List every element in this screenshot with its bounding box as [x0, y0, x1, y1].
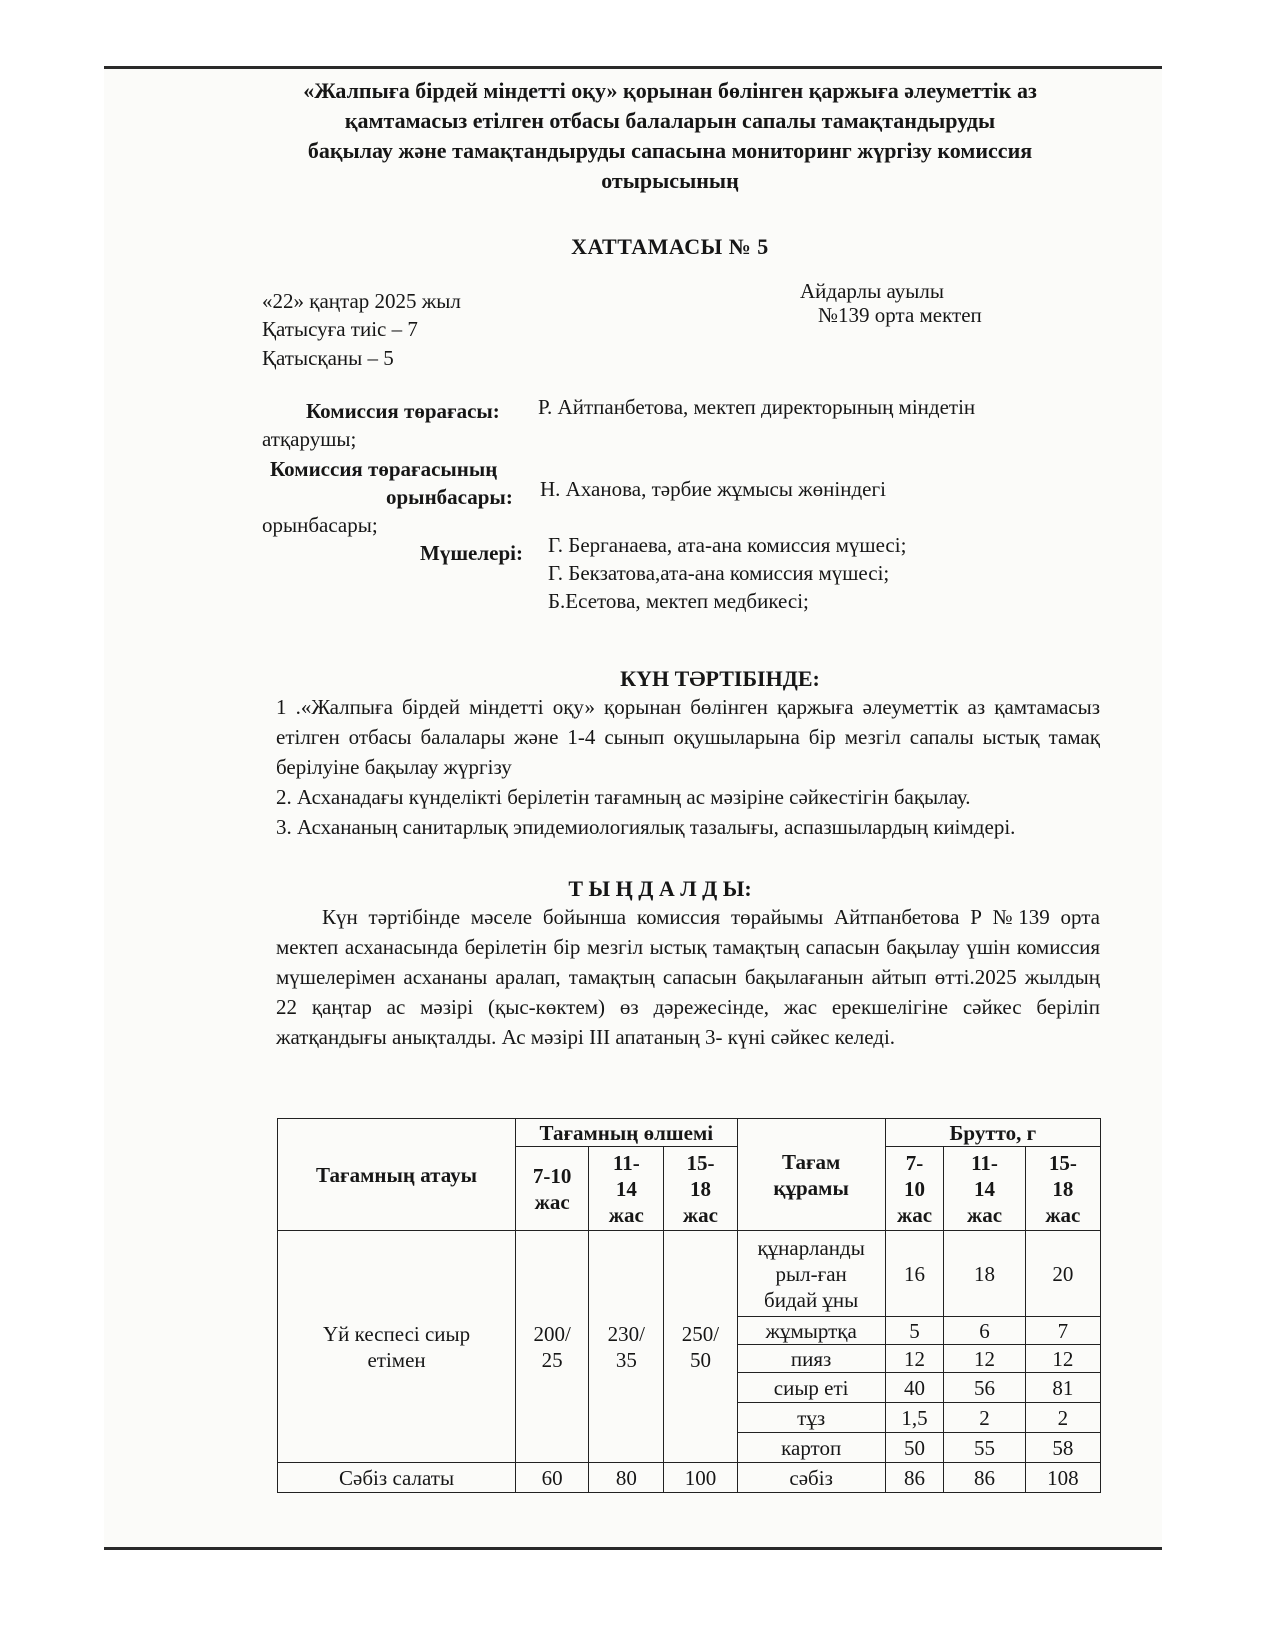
ingredient-cell: картоп	[737, 1433, 885, 1463]
age-portion-header	[664, 1147, 737, 1231]
col-dish-name: Тағамның атауы	[278, 1119, 516, 1231]
member-item: Б.Есетова, мектеп медбикесі;	[548, 589, 809, 613]
chair-label: Комиссия төрағасы:	[306, 399, 500, 423]
age-line: жас	[608, 1202, 644, 1227]
portion-cell	[589, 1231, 664, 1463]
chair-value: Р. Айтпанбетова, мектеп директорының міндетін	[538, 395, 976, 419]
brutto-cell: 16	[885, 1231, 943, 1317]
agenda-item: 1 .«Жалпыға бірдей міндетті оқу» қорынан бөлінген қаржыға әлеуметтік аз қамтамасыз етілген отбасы балалары және 1-4 сынып оқушыларына бір мезгіл сапалы ыстық тамақ берілуіне бақылау жүргізу	[276, 695, 1100, 779]
deputy-label: Комиссия төрағасының	[270, 457, 498, 481]
brutto-cell: 86	[944, 1463, 1025, 1493]
heard-text: Күн тәртібінде мәселе бойынша комиссия төрайымы Айтпанбетова Р №139 орта мектеп асханасында берілетін бір мезгіл ыстық тамақтың сапасын бақылау үшін комиссия мүшелерімен асхананы аралап, тамақтың сапасын бақылағанын айтып өтті.2025 жылдың 22 қаңтар ас мәзірі (қыс-көктем) өз дәрежесінде, жас ерекшелігіне сәйкес беріліп жатқандығы анықталды. Ас мәзірі III апатаның 3- күні сәйкес келеді.	[276, 905, 1100, 1049]
brutto-cell: 2	[944, 1403, 1025, 1433]
age-line: 10	[904, 1176, 926, 1201]
heard-title: Т Ы Ң Д А Л Д Ы:	[568, 876, 752, 901]
agenda-list	[276, 692, 1100, 842]
age-line: 14	[615, 1176, 637, 1201]
age-line: жас	[897, 1202, 933, 1227]
age-brutto-header	[1025, 1147, 1100, 1231]
ingredient-line: бидай ұны	[764, 1287, 859, 1312]
dish-name-line: Үй кеспесі сиыр	[322, 1321, 471, 1346]
protocol-title: ХАТТАМАСЫ № 5	[571, 234, 769, 259]
brutto-cell: 50	[885, 1433, 943, 1463]
brutto-cell: 108	[1025, 1463, 1100, 1493]
col-portion: Тағамның өлшемі	[516, 1119, 737, 1147]
brutto-cell: 12	[885, 1345, 943, 1373]
age-line: 15-	[686, 1150, 715, 1175]
age-brutto-header	[885, 1147, 943, 1231]
member-item: Г. Берганаева, ата-ана комиссия мүшесі;	[548, 533, 907, 557]
portion-line: 25	[541, 1347, 563, 1372]
age-line: жас	[534, 1189, 570, 1214]
portion-cell: 60	[516, 1463, 589, 1493]
age-line: 7-10	[532, 1163, 572, 1188]
brutto-cell: 18	[944, 1231, 1025, 1317]
menu-table	[277, 1118, 1101, 1493]
chair-value-cont: атқарушы;	[262, 427, 357, 451]
brutto-cell: 6	[944, 1317, 1025, 1345]
age-line: 14	[974, 1176, 995, 1201]
portion-line: 50	[689, 1347, 711, 1372]
ingredient-line: құнарланды	[757, 1235, 865, 1260]
brutto-cell: 58	[1025, 1433, 1100, 1463]
brutto-cell: 56	[944, 1373, 1025, 1403]
col-brutto: Брутто, г	[885, 1119, 1100, 1147]
expected-count: Қатысуға тиіс – 7	[262, 317, 418, 341]
portion-cell: 100	[664, 1463, 737, 1493]
ingredient-cell: сиыр еті	[737, 1373, 885, 1403]
brutto-cell: 20	[1025, 1231, 1100, 1317]
age-line: жас	[1045, 1202, 1081, 1227]
age-portion-header	[516, 1147, 589, 1231]
brutto-cell: 55	[944, 1433, 1025, 1463]
age-line: 18	[689, 1176, 711, 1201]
ingredient-cell: пияз	[737, 1345, 885, 1373]
header-line: «Жалпыға бірдей міндетті оқу» қорынан бөлінген қаржыға әлеуметтік аз	[303, 78, 1037, 103]
dish-name-line: етімен	[367, 1347, 426, 1372]
agenda-item: 3. Асхананың санитарлық эпидемиологиялық тазалығы, аспазшылардың киімдері.	[276, 815, 1016, 839]
brutto-cell: 2	[1025, 1403, 1100, 1433]
heard-section	[276, 902, 1100, 1052]
col-composition-line: құрамы	[773, 1175, 849, 1200]
age-line: жас	[966, 1202, 1003, 1227]
portion-cell	[516, 1231, 589, 1463]
brutto-cell: 5	[885, 1317, 943, 1345]
dish-name-cell	[278, 1231, 516, 1463]
portion-line: 250/	[681, 1321, 720, 1346]
ingredient-cell: жұмыртқа	[737, 1317, 885, 1345]
ingredient-cell: сәбіз	[737, 1463, 885, 1493]
village-name: Айдарлы ауылы	[800, 279, 944, 303]
brutto-cell: 81	[1025, 1373, 1100, 1403]
portion-line: 35	[615, 1347, 637, 1372]
header-line: қамтамасыз етілген отбасы балаларын сапалы тамақтандыруды	[344, 108, 996, 133]
age-line: 11-	[612, 1150, 640, 1175]
table-row	[278, 1463, 1101, 1493]
brutto-cell: 12	[944, 1345, 1025, 1373]
deputy-value: Н. Аханова, тәрбие жұмысы жөніндегі	[540, 477, 886, 501]
members-label: Мүшелері:	[420, 541, 523, 565]
age-line: 7-	[905, 1150, 924, 1175]
header-line: отырысының	[601, 168, 739, 193]
ingredient-cell	[737, 1231, 885, 1317]
deputy-label-cont: орынбасары:	[386, 485, 513, 509]
portion-cell	[664, 1231, 737, 1463]
portion-line: 230/	[607, 1321, 645, 1346]
col-composition	[737, 1119, 885, 1231]
brutto-cell: 1,5	[885, 1403, 943, 1433]
brutto-cell: 7	[1025, 1317, 1100, 1345]
agenda-title: КҮН ТӘРТІБІНДЕ:	[620, 666, 820, 691]
age-brutto-header	[944, 1147, 1025, 1231]
age-portion-header	[589, 1147, 664, 1231]
ingredient-line: рыл-ған	[775, 1261, 847, 1286]
ingredient-cell: тұз	[737, 1403, 885, 1433]
present-count: Қатысқаны – 5	[262, 346, 394, 370]
brutto-cell: 12	[1025, 1345, 1100, 1373]
portion-cell: 80	[589, 1463, 664, 1493]
age-line: 15-	[1048, 1150, 1077, 1175]
agenda-item: 2. Асханадағы күнделікті берілетін тағамның ас мәзіріне сәйкестігін бақылау.	[276, 785, 971, 809]
brutto-cell: 40	[885, 1373, 943, 1403]
meeting-date: «22» қаңтар 2025 жыл	[262, 289, 461, 313]
age-line: жас	[682, 1202, 718, 1227]
brutto-cell: 86	[885, 1463, 943, 1493]
school-name: №139 орта мектеп	[818, 303, 982, 327]
deputy-value-cont: орынбасары;	[262, 513, 378, 537]
member-item: Г. Бекзатова,ата-ана комиссия мүшесі;	[548, 561, 890, 585]
header-line: бақылау және тамақтандыруды сапасына мониторинг жүргізу комиссия	[307, 138, 1033, 163]
document-header	[230, 76, 1110, 196]
table-row	[278, 1231, 1101, 1317]
portion-line: 200/	[533, 1321, 571, 1346]
age-line: 18	[1052, 1176, 1074, 1201]
age-line: 11-	[971, 1150, 998, 1175]
col-composition-line: Тағам	[781, 1149, 841, 1174]
dish-name-cell: Сәбіз салаты	[278, 1463, 516, 1493]
